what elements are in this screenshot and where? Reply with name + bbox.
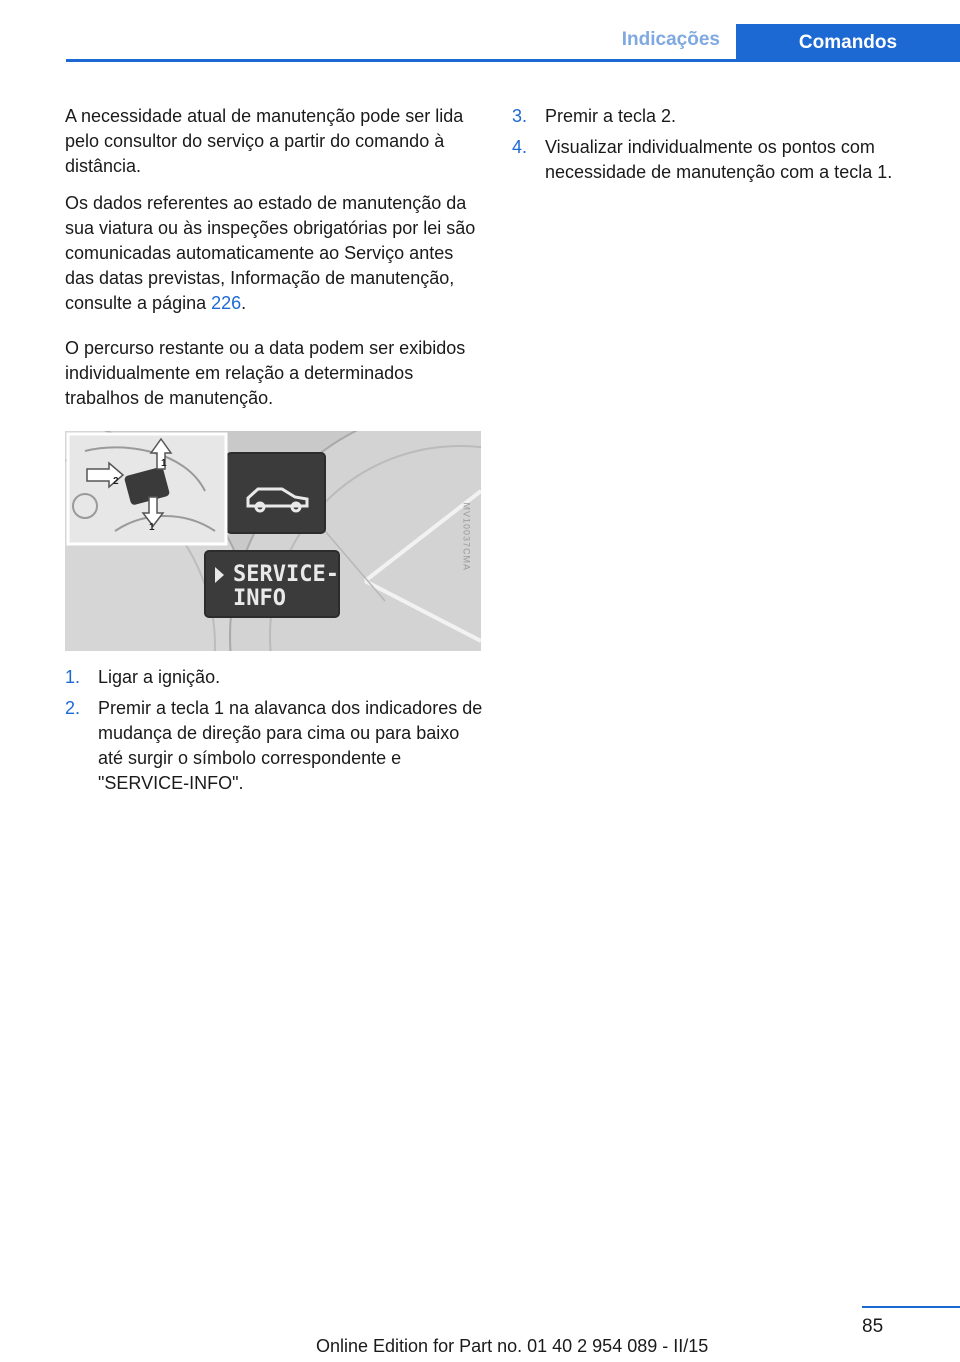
page-header: [66, 24, 960, 62]
step-text: Ligar a ignição.: [98, 667, 221, 687]
paragraph-remote-reading: A necessidade atual de manutenção pode ser lida pelo consultor do serviço a partir do comando à distância.: [65, 106, 464, 176]
list-item: [65, 665, 485, 690]
figure-code: MV10037CMA: [462, 502, 472, 571]
step-text: Premir a tecla 1 na alavanca dos indicadores de mudança de direção para cima ou para baixo até surgir o símbolo correspondente e "SERVICE-INFO".: [98, 698, 483, 793]
lever-label-up: 1: [161, 458, 167, 469]
paragraph-end: .: [241, 293, 247, 313]
display-line-1: SERVICE-: [233, 562, 339, 587]
instrument-cluster-illustration: [65, 431, 481, 651]
steps-list-left: [65, 665, 485, 796]
step-number: 4.: [512, 137, 528, 157]
step-number: 3.: [512, 106, 528, 126]
left-column: [65, 104, 485, 802]
page-reference-link[interactable]: 226: [211, 293, 242, 313]
lever-label-side: 2: [113, 476, 119, 487]
display-arrow-icon: [215, 567, 224, 583]
step-text: Premir a tecla 2.: [545, 106, 677, 126]
list-item: [65, 696, 485, 796]
step-text: Visualizar individualmente os pontos com necessidade de manutenção com a tecla 1.: [545, 137, 893, 182]
instrument-cluster-figure: [65, 431, 481, 651]
header-rule: [66, 59, 960, 62]
page-number-rule: [862, 1306, 960, 1308]
step-number: 1.: [65, 667, 81, 687]
footer-edition: Online Edition for Part no. 01 40 2 954 089 - II/15: [316, 1336, 709, 1356]
list-item: [512, 135, 932, 185]
paragraph-data-transmission: [65, 191, 485, 316]
paragraph-remaining-distance: O percurso restante ou a data podem ser exibidos individualmente em relação a determinados trabalhos de manutenção.: [65, 338, 466, 408]
service-info-display: [233, 563, 339, 611]
display-line-2: INFO: [233, 586, 286, 611]
list-item: [512, 104, 932, 129]
page-number: 85: [862, 1316, 884, 1337]
section-tab[interactable]: Indicações: [621, 29, 720, 50]
steps-list-right: [512, 104, 932, 185]
right-column: [512, 104, 932, 191]
lever-label-down: 1: [149, 522, 155, 533]
paragraph-text: Os dados referentes ao estado de manutenção da sua viatura ou às inspeções obrigatórias por lei são comunicadas automaticamente ao Serviço antes das datas previstas, Informação de manutenção, consulte a página: [65, 193, 476, 313]
chapter-tab[interactable]: Comandos: [736, 24, 960, 62]
step-number: 2.: [65, 698, 81, 718]
